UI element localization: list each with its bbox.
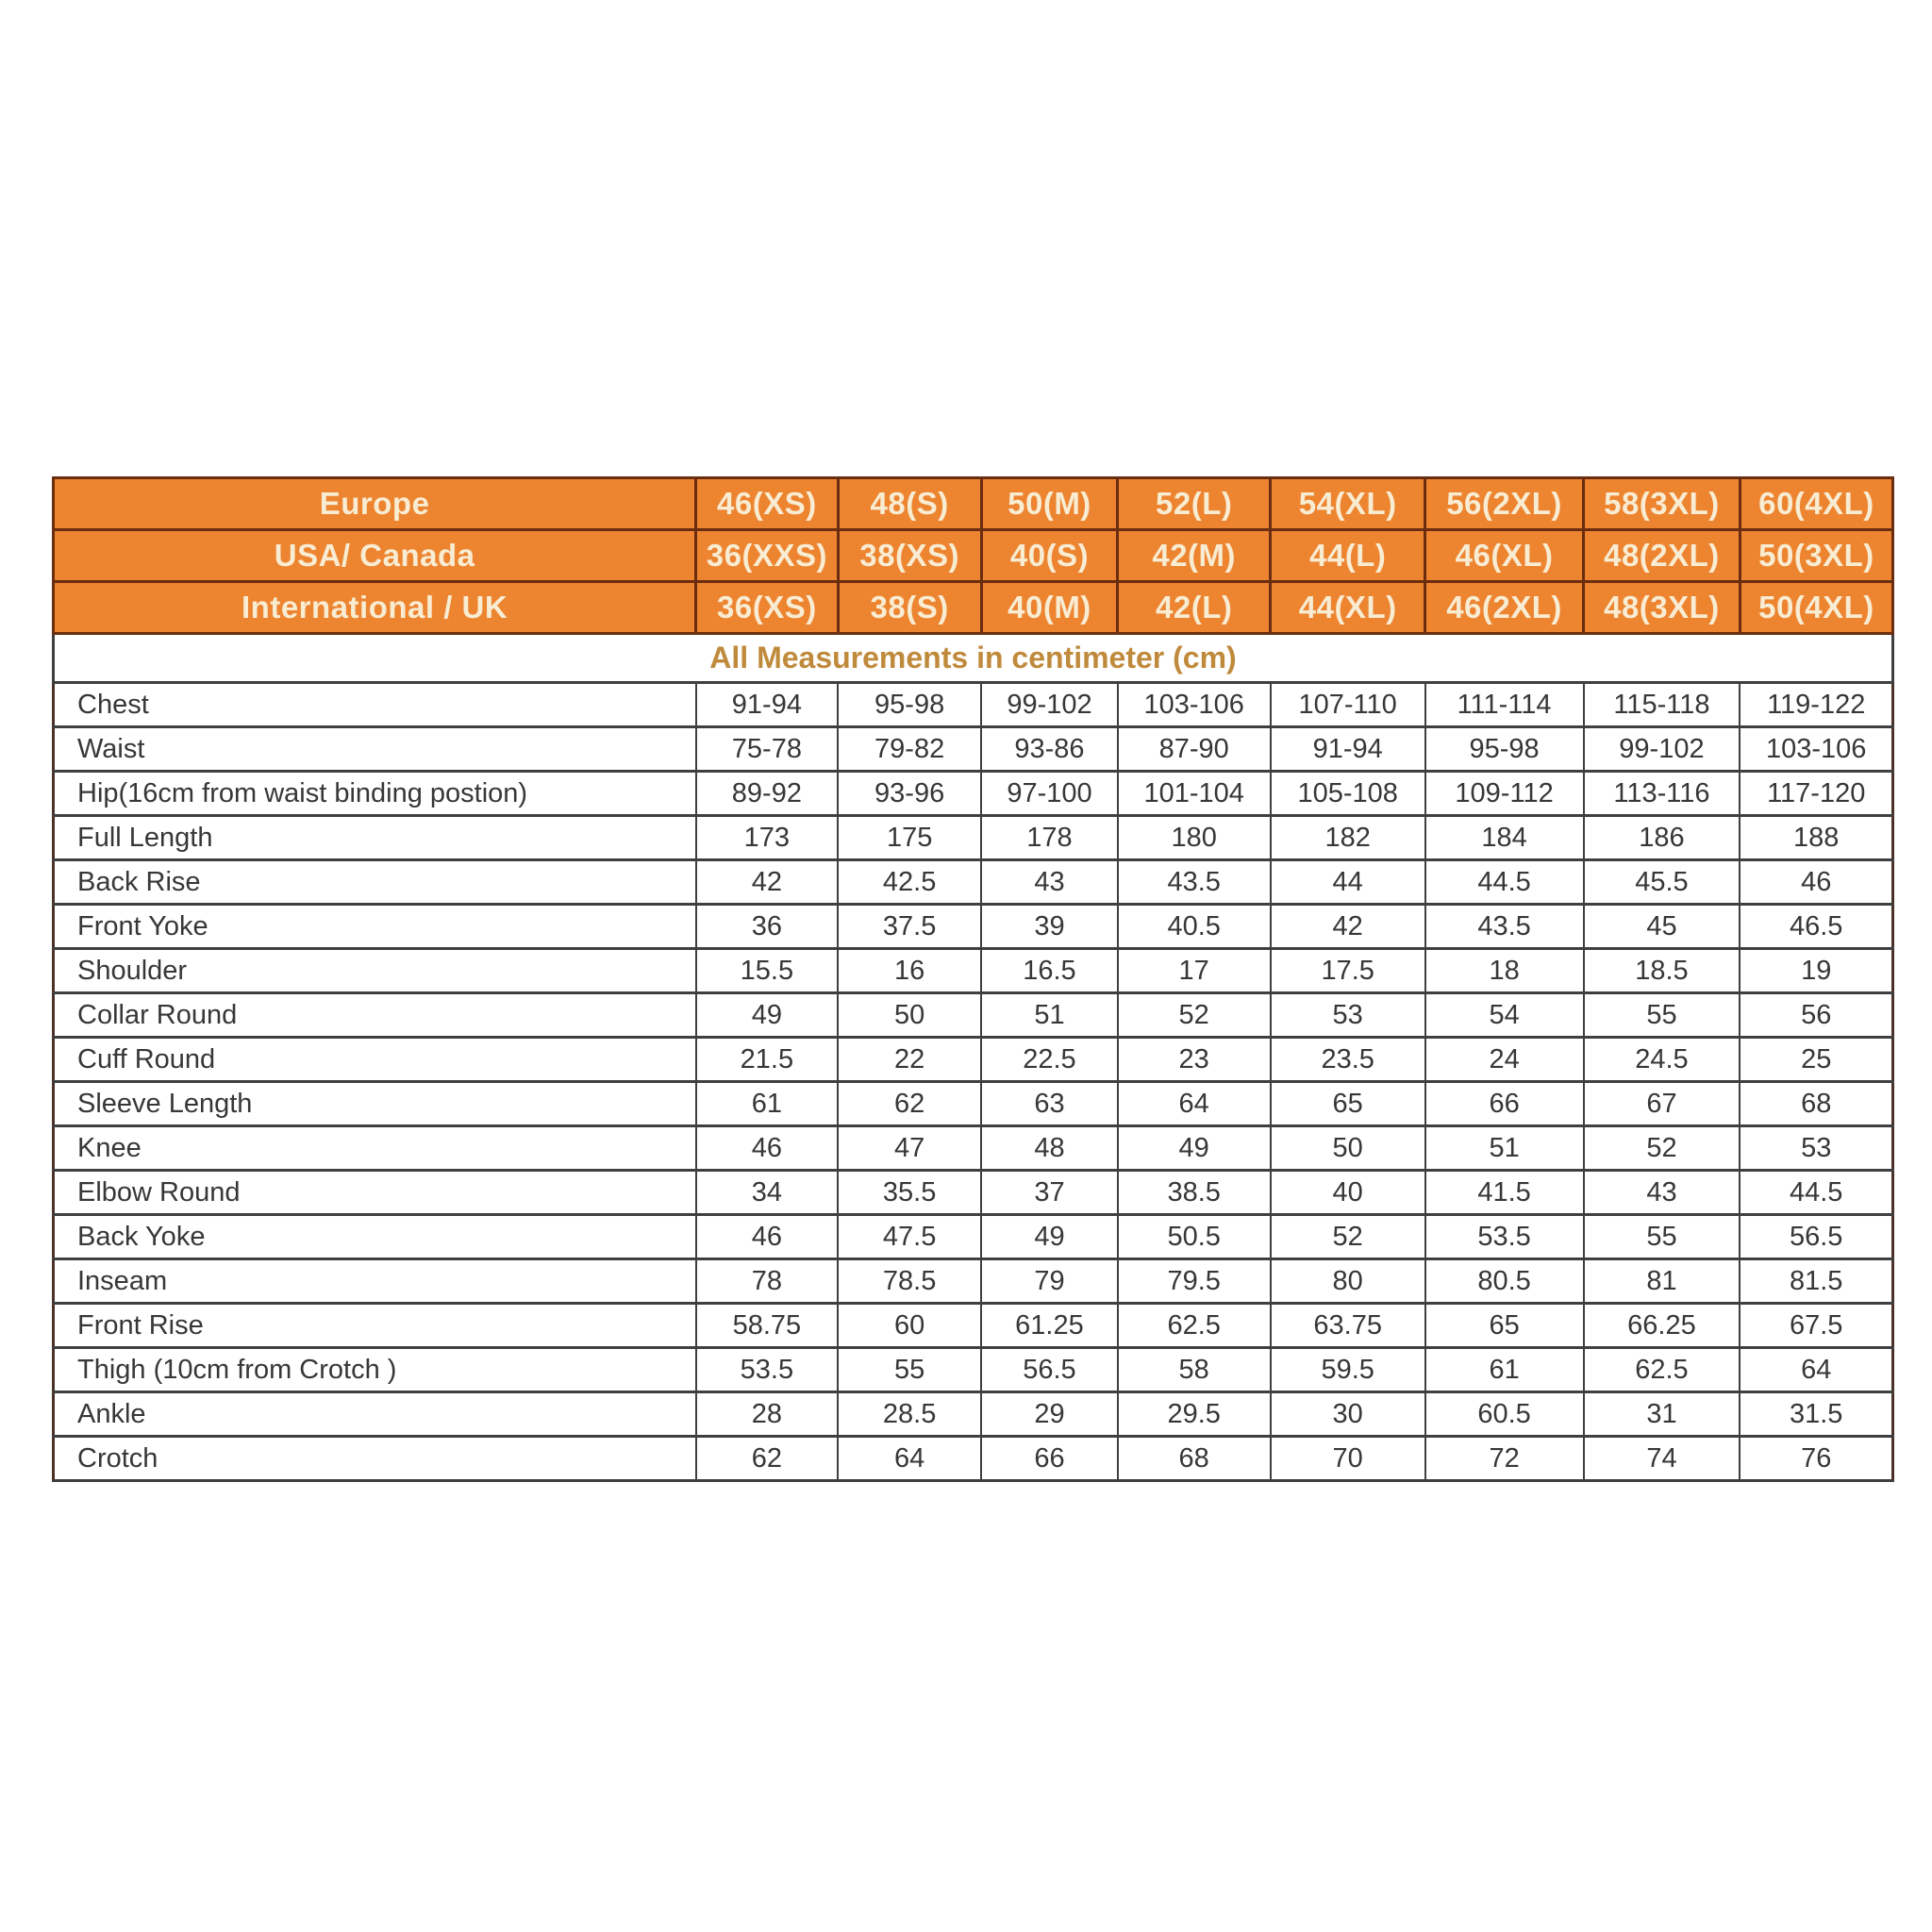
measurement-value: 42.5 (838, 860, 981, 905)
measurement-value: 58 (1118, 1348, 1271, 1392)
measurement-value: 55 (1584, 993, 1740, 1038)
size-system-row (54, 582, 1893, 634)
measurement-value: 78.5 (838, 1259, 981, 1304)
measurement-value: 16 (838, 949, 981, 993)
measurement-value: 68 (1740, 1082, 1892, 1126)
measurement-value: 46.5 (1740, 905, 1892, 949)
measurement-row (54, 1126, 1893, 1171)
measurement-value: 31 (1584, 1392, 1740, 1437)
measurement-value: 23 (1118, 1038, 1271, 1082)
measurement-value: 78 (696, 1259, 838, 1304)
size-system-label: International / UK (54, 582, 696, 634)
size-cell: 56(2XL) (1425, 478, 1584, 530)
measurement-value: 76 (1740, 1437, 1892, 1481)
measurement-value: 44.5 (1740, 1171, 1892, 1215)
measurement-label: Elbow Round (54, 1171, 696, 1215)
size-cell: 46(XS) (696, 478, 838, 530)
measurement-row (54, 1171, 1893, 1215)
measurement-value: 34 (696, 1171, 838, 1215)
measurement-label: Back Rise (54, 860, 696, 905)
measurement-value: 48 (981, 1126, 1117, 1171)
measurement-value: 21.5 (696, 1038, 838, 1082)
size-cell: 46(2XL) (1425, 582, 1584, 634)
measurement-value: 52 (1118, 993, 1271, 1038)
measurement-value: 58.75 (696, 1304, 838, 1348)
measurement-value: 80.5 (1425, 1259, 1584, 1304)
measurement-value: 24.5 (1584, 1038, 1740, 1082)
measurement-value: 72 (1425, 1437, 1584, 1481)
measurement-label: Ankle (54, 1392, 696, 1437)
measurement-value: 64 (838, 1437, 981, 1481)
size-system-row (54, 530, 1893, 582)
measurement-value: 49 (981, 1215, 1117, 1259)
measurement-value: 53 (1740, 1126, 1892, 1171)
measurement-value: 17 (1118, 949, 1271, 993)
measurement-value: 95-98 (838, 683, 981, 727)
measurement-value: 38.5 (1118, 1171, 1271, 1215)
measurement-value: 91-94 (696, 683, 838, 727)
measurement-value: 184 (1425, 816, 1584, 860)
measurement-value: 15.5 (696, 949, 838, 993)
measurement-value: 51 (981, 993, 1117, 1038)
measurement-value: 111-114 (1425, 683, 1584, 727)
measurement-value: 66 (1425, 1082, 1584, 1126)
measurement-value: 53 (1271, 993, 1425, 1038)
size-system-label: USA/ Canada (54, 530, 696, 582)
measurement-value: 59.5 (1271, 1348, 1425, 1392)
measurement-value: 99-102 (1584, 727, 1740, 772)
measurement-value: 16.5 (981, 949, 1117, 993)
size-cell: 44(L) (1271, 530, 1425, 582)
size-chart (52, 476, 1894, 1482)
measurement-value: 107-110 (1271, 683, 1425, 727)
measurement-value: 56.5 (1740, 1215, 1892, 1259)
measurement-value: 61.25 (981, 1304, 1117, 1348)
measurement-value: 62.5 (1118, 1304, 1271, 1348)
measurement-value: 52 (1584, 1126, 1740, 1171)
measurement-value: 35.5 (838, 1171, 981, 1215)
measurement-value: 44 (1271, 860, 1425, 905)
measurement-value: 49 (1118, 1126, 1271, 1171)
measurement-value: 22.5 (981, 1038, 1117, 1082)
measurement-value: 99-102 (981, 683, 1117, 727)
measurement-value: 119-122 (1740, 683, 1892, 727)
measurement-row (54, 1392, 1893, 1437)
size-cell: 46(XL) (1425, 530, 1584, 582)
measurement-row (54, 816, 1893, 860)
measurement-row (54, 683, 1893, 727)
measurement-value: 43.5 (1118, 860, 1271, 905)
measurement-value: 50.5 (1118, 1215, 1271, 1259)
measurement-value: 49 (696, 993, 838, 1038)
measurement-value: 81 (1584, 1259, 1740, 1304)
measurement-row (54, 772, 1893, 816)
measurement-label: Hip(16cm from waist binding postion) (54, 772, 696, 816)
measurement-label: Full Length (54, 816, 696, 860)
size-cell: 54(XL) (1271, 478, 1425, 530)
measurement-value: 63.75 (1271, 1304, 1425, 1348)
measurement-value: 19 (1740, 949, 1892, 993)
size-cell: 58(3XL) (1584, 478, 1740, 530)
size-cell: 44(XL) (1271, 582, 1425, 634)
measurement-value: 91-94 (1271, 727, 1425, 772)
measurement-value: 81.5 (1740, 1259, 1892, 1304)
measurement-row (54, 1038, 1893, 1082)
measurement-value: 63 (981, 1082, 1117, 1126)
measurement-row (54, 1348, 1893, 1392)
measurement-label: Thigh (10cm from Crotch ) (54, 1348, 696, 1392)
measurement-label: Back Yoke (54, 1215, 696, 1259)
size-cell: 48(3XL) (1584, 582, 1740, 634)
measurement-label: Shoulder (54, 949, 696, 993)
measurement-value: 61 (1425, 1348, 1584, 1392)
measurement-value: 28.5 (838, 1392, 981, 1437)
measurement-value: 47.5 (838, 1215, 981, 1259)
measurement-value: 62.5 (1584, 1348, 1740, 1392)
size-cell: 50(4XL) (1740, 582, 1892, 634)
note-row (54, 634, 1893, 683)
measurement-value: 44.5 (1425, 860, 1584, 905)
measurement-row (54, 860, 1893, 905)
measurement-value: 46 (696, 1126, 838, 1171)
measurement-value: 80 (1271, 1259, 1425, 1304)
measurement-value: 117-120 (1740, 772, 1892, 816)
size-cell: 40(S) (981, 530, 1117, 582)
measurement-value: 17.5 (1271, 949, 1425, 993)
measurement-value: 24 (1425, 1038, 1584, 1082)
measurement-value: 46 (1740, 860, 1892, 905)
size-cell: 50(3XL) (1740, 530, 1892, 582)
measurement-value: 43 (1584, 1171, 1740, 1215)
measurement-label: Front Rise (54, 1304, 696, 1348)
measurement-value: 43 (981, 860, 1117, 905)
size-cell: 48(2XL) (1584, 530, 1740, 582)
measurement-row (54, 993, 1893, 1038)
measurement-value: 64 (1740, 1348, 1892, 1392)
measurement-value: 61 (696, 1082, 838, 1126)
measurement-value: 29.5 (1118, 1392, 1271, 1437)
measurement-value: 40 (1271, 1171, 1425, 1215)
measurement-value: 41.5 (1425, 1171, 1584, 1215)
size-cell: 48(S) (838, 478, 981, 530)
measurement-label: Inseam (54, 1259, 696, 1304)
measurement-value: 30 (1271, 1392, 1425, 1437)
measurement-value: 55 (838, 1348, 981, 1392)
measurement-label: Front Yoke (54, 905, 696, 949)
measurement-value: 67.5 (1740, 1304, 1892, 1348)
measurement-label: Cuff Round (54, 1038, 696, 1082)
measurement-row (54, 1082, 1893, 1126)
measurement-value: 113-116 (1584, 772, 1740, 816)
measurement-value: 18.5 (1584, 949, 1740, 993)
measurement-label: Waist (54, 727, 696, 772)
size-cell: 36(XXS) (696, 530, 838, 582)
measurement-value: 62 (838, 1082, 981, 1126)
measurement-value: 115-118 (1584, 683, 1740, 727)
measurement-label: Sleeve Length (54, 1082, 696, 1126)
size-cell: 60(4XL) (1740, 478, 1892, 530)
measurement-value: 79.5 (1118, 1259, 1271, 1304)
measurement-value: 43.5 (1425, 905, 1584, 949)
measurement-value: 93-96 (838, 772, 981, 816)
measurement-value: 68 (1118, 1437, 1271, 1481)
measurement-unit-note: All Measurements in centimeter (cm) (54, 634, 1893, 683)
measurement-value: 65 (1425, 1304, 1584, 1348)
measurement-value: 28 (696, 1392, 838, 1437)
measurement-value: 50 (838, 993, 981, 1038)
measurement-value: 51 (1425, 1126, 1584, 1171)
measurement-row (54, 1437, 1893, 1481)
measurement-value: 40.5 (1118, 905, 1271, 949)
measurement-value: 103-106 (1118, 683, 1271, 727)
measurement-value: 42 (696, 860, 838, 905)
measurement-value: 42 (1271, 905, 1425, 949)
measurement-value: 65 (1271, 1082, 1425, 1126)
measurement-value: 103-106 (1740, 727, 1892, 772)
measurement-row (54, 1304, 1893, 1348)
measurement-value: 31.5 (1740, 1392, 1892, 1437)
measurement-value: 182 (1271, 816, 1425, 860)
measurement-value: 64 (1118, 1082, 1271, 1126)
measurement-value: 45.5 (1584, 860, 1740, 905)
measurement-value: 173 (696, 816, 838, 860)
size-cell: 38(XS) (838, 530, 981, 582)
size-cell: 50(M) (981, 478, 1117, 530)
measurement-value: 95-98 (1425, 727, 1584, 772)
measurement-value: 178 (981, 816, 1117, 860)
measurement-value: 66 (981, 1437, 1117, 1481)
measurement-value: 105-108 (1271, 772, 1425, 816)
size-system-row (54, 478, 1893, 530)
size-chart-table (52, 476, 1894, 1482)
measurement-row (54, 1215, 1893, 1259)
measurement-value: 60 (838, 1304, 981, 1348)
measurement-value: 180 (1118, 816, 1271, 860)
measurement-row (54, 727, 1893, 772)
measurement-value: 25 (1740, 1038, 1892, 1082)
measurement-value: 45 (1584, 905, 1740, 949)
size-cell: 38(S) (838, 582, 981, 634)
measurement-value: 62 (696, 1437, 838, 1481)
measurement-value: 53.5 (1425, 1215, 1584, 1259)
measurement-value: 39 (981, 905, 1117, 949)
measurement-value: 188 (1740, 816, 1892, 860)
measurement-value: 53.5 (696, 1348, 838, 1392)
measurement-value: 97-100 (981, 772, 1117, 816)
measurement-value: 109-112 (1425, 772, 1584, 816)
measurement-value: 70 (1271, 1437, 1425, 1481)
measurement-value: 56.5 (981, 1348, 1117, 1392)
measurement-value: 47 (838, 1126, 981, 1171)
size-cell: 36(XS) (696, 582, 838, 634)
measurement-value: 46 (696, 1215, 838, 1259)
measurement-value: 79-82 (838, 727, 981, 772)
measurement-value: 23.5 (1271, 1038, 1425, 1082)
measurement-value: 87-90 (1118, 727, 1271, 772)
measurement-row (54, 1259, 1893, 1304)
measurement-value: 50 (1271, 1126, 1425, 1171)
measurement-value: 54 (1425, 993, 1584, 1038)
measurement-value: 75-78 (696, 727, 838, 772)
measurement-value: 101-104 (1118, 772, 1271, 816)
measurement-value: 74 (1584, 1437, 1740, 1481)
size-cell: 52(L) (1118, 478, 1271, 530)
measurement-value: 22 (838, 1038, 981, 1082)
measurement-value: 89-92 (696, 772, 838, 816)
measurement-value: 36 (696, 905, 838, 949)
measurement-value: 186 (1584, 816, 1740, 860)
measurement-value: 56 (1740, 993, 1892, 1038)
measurement-value: 79 (981, 1259, 1117, 1304)
measurement-label: Crotch (54, 1437, 696, 1481)
measurement-value: 93-86 (981, 727, 1117, 772)
measurement-row (54, 949, 1893, 993)
measurement-label: Knee (54, 1126, 696, 1171)
measurement-value: 37.5 (838, 905, 981, 949)
size-cell: 42(M) (1118, 530, 1271, 582)
measurement-value: 29 (981, 1392, 1117, 1437)
measurement-value: 37 (981, 1171, 1117, 1215)
measurement-value: 175 (838, 816, 981, 860)
measurement-row (54, 905, 1893, 949)
measurement-value: 52 (1271, 1215, 1425, 1259)
size-cell: 40(M) (981, 582, 1117, 634)
measurement-value: 55 (1584, 1215, 1740, 1259)
measurement-value: 67 (1584, 1082, 1740, 1126)
measurement-value: 66.25 (1584, 1304, 1740, 1348)
measurement-label: Collar Round (54, 993, 696, 1038)
measurement-value: 18 (1425, 949, 1584, 993)
size-system-label: Europe (54, 478, 696, 530)
measurement-value: 60.5 (1425, 1392, 1584, 1437)
size-cell: 42(L) (1118, 582, 1271, 634)
size-chart-body (54, 478, 1893, 1481)
measurement-label: Chest (54, 683, 696, 727)
